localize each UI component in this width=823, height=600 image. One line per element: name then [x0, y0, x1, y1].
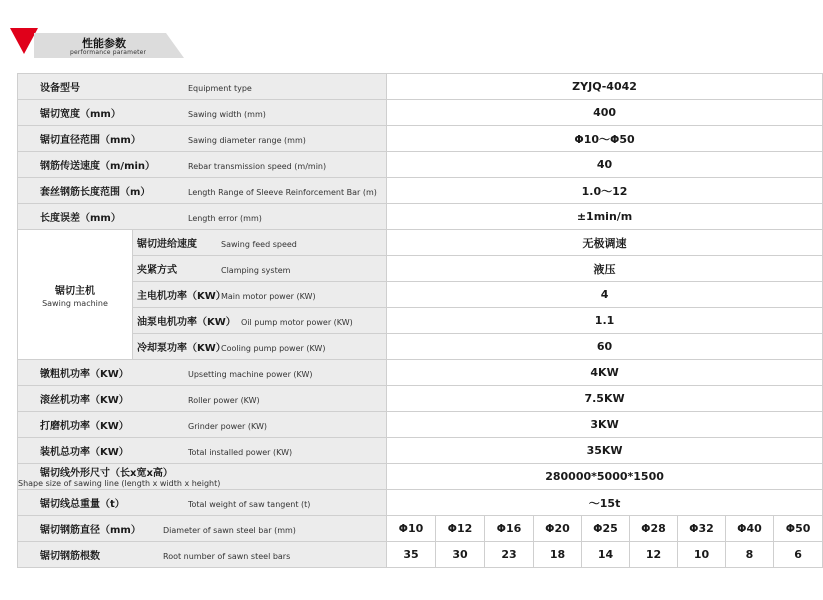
- spec-row: [18, 334, 823, 360]
- bar-value-cell: 14: [582, 542, 630, 568]
- spec-row: [18, 204, 823, 230]
- spec-value: 280000*5000*1500: [387, 464, 823, 490]
- section-header: [0, 0, 800, 62]
- spec-label-cn: 滚丝机功率（KW）: [40, 395, 129, 406]
- sub-label-cell: [133, 256, 387, 282]
- spec-value: 4KW: [387, 360, 823, 386]
- bar-label-cell: [18, 542, 387, 568]
- group-label-en: Sawing machine: [42, 298, 108, 308]
- spec-label-en: Roller power (KW): [188, 396, 260, 405]
- spec-row: [18, 152, 823, 178]
- spec-label-cn: 钢筋传送速度（m/min）: [40, 161, 156, 172]
- spec-value: 1.0～12: [387, 178, 823, 204]
- spec-value: ～15t: [387, 490, 823, 516]
- spec-row: [18, 178, 823, 204]
- spec-row: [18, 308, 823, 334]
- spec-value: 400: [387, 100, 823, 126]
- sub-label-cn: 冷却泵功率（KW）: [137, 343, 226, 354]
- bar-label-cell: [18, 516, 387, 542]
- spec-value: ±1min/m: [387, 204, 823, 230]
- bar-value-cell: Φ50: [774, 516, 823, 542]
- spec-row: [18, 126, 823, 152]
- spec-label-cn: 设备型号: [40, 83, 80, 94]
- spec-row: [18, 360, 823, 386]
- sub-label-cell: [133, 282, 387, 308]
- spec-value: 7.5KW: [387, 386, 823, 412]
- spec-label-cn: 锯切线总重量（t）: [40, 499, 125, 510]
- bar-value-cell: Φ25: [582, 516, 630, 542]
- bar-value-cell: Φ28: [630, 516, 678, 542]
- sub-label-cn: 夹紧方式: [137, 265, 177, 276]
- bar-value-cell: 6: [774, 542, 823, 568]
- spec-value: 60: [387, 334, 823, 360]
- spec-row: [18, 100, 823, 126]
- spec-label-cell: [18, 412, 387, 438]
- spec-label-en: Upsetting machine power (KW): [188, 370, 313, 379]
- spec-label-cn: 装机总功率（KW）: [40, 447, 129, 458]
- spec-row: [18, 256, 823, 282]
- bar-label-en: Root number of sawn steel bars: [163, 552, 291, 561]
- bar-value-cell: 30: [436, 542, 485, 568]
- spec-label-en: Sawing width (mm): [188, 110, 266, 119]
- group-label-cell: [18, 230, 133, 360]
- spec-value: 1.1: [387, 308, 823, 334]
- spec-label-cell: [18, 152, 387, 178]
- bar-row: [18, 542, 823, 568]
- bar-label-cn: 锯切钢筋根数: [40, 551, 100, 562]
- sub-label-en: Main motor power (KW): [221, 292, 316, 301]
- spec-value: Φ10～Φ50: [387, 126, 823, 152]
- spec-label-cell: [18, 386, 387, 412]
- section-title-cn: 性能参数: [82, 37, 126, 50]
- sub-label-en: Sawing feed speed: [221, 240, 297, 249]
- sub-label-cell: [133, 334, 387, 360]
- spec-value: 无极调速: [387, 230, 823, 256]
- bar-value-cell: Φ20: [534, 516, 582, 542]
- bar-label-en: Diameter of sawn steel bar (mm): [163, 526, 296, 535]
- spec-label-cell: [18, 126, 387, 152]
- spec-label-cell: [18, 490, 387, 516]
- spec-label-cn: 镦粗机功率（KW）: [40, 369, 129, 380]
- sub-label-cell: [133, 308, 387, 334]
- bar-value-cell: Φ12: [436, 516, 485, 542]
- spec-label-en: Sawing diameter range (mm): [188, 136, 306, 145]
- spec-label-cn: 套丝钢筋长度范围（m）: [40, 187, 151, 198]
- spec-value: ZYJQ-4042: [387, 74, 823, 100]
- spec-value: 40: [387, 152, 823, 178]
- spec-table: [17, 73, 823, 568]
- spec-row: [18, 490, 823, 516]
- bar-value-cell: 10: [678, 542, 726, 568]
- spec-label-en: Equipment type: [188, 84, 252, 93]
- spec-label-cn: 打磨机功率（KW）: [40, 421, 129, 432]
- sub-label-en: Clamping system: [221, 266, 291, 275]
- spec-label-en: Shape size of sawing line (length x width x height): [18, 479, 221, 488]
- sub-label-cn: 油泵电机功率（KW）: [137, 317, 236, 328]
- bar-value-cell: 18: [534, 542, 582, 568]
- spec-label-cell: [18, 100, 387, 126]
- spec-label-en: Total installed power (KW): [188, 448, 293, 457]
- sub-label-cell: [133, 230, 387, 256]
- red-triangle-icon: [10, 28, 38, 54]
- spec-label-cn: 长度误差（mm）: [40, 213, 121, 224]
- bar-value-cell: 35: [387, 542, 436, 568]
- spec-row: [18, 74, 823, 100]
- spec-label-cn: 锯切宽度（mm）: [40, 109, 121, 120]
- bar-value-cell: Φ16: [485, 516, 534, 542]
- spec-label-en: Rebar transmission speed (m/min): [188, 162, 327, 171]
- spec-label-cn: 锯切线外形尺寸（长x宽x高）: [40, 468, 173, 479]
- spec-row: [18, 230, 823, 256]
- spec-row: [18, 386, 823, 412]
- spec-value: 3KW: [387, 412, 823, 438]
- spec-label-cell: [18, 178, 387, 204]
- sub-label-cn: 锯切进给速度: [137, 239, 197, 250]
- spec-label-en: Grinder power (KW): [188, 422, 267, 431]
- spec-label-cell: [18, 464, 387, 490]
- spec-row: [18, 412, 823, 438]
- spec-label-en: Length error (mm): [188, 214, 262, 223]
- bar-label-cn: 锯切钢筋直径（mm）: [40, 525, 141, 536]
- spec-label-cn: 锯切直径范围（mm）: [40, 135, 141, 146]
- spec-row: [18, 464, 823, 490]
- spec-value: 液压: [387, 256, 823, 282]
- spec-label-en: Length Range of Sleeve Reinforcement Bar (m): [188, 188, 377, 197]
- bar-value-cell: 8: [726, 542, 774, 568]
- section-title-en: performance parameter: [70, 49, 147, 56]
- bar-value-cell: 23: [485, 542, 534, 568]
- spec-label-en: Total weight of saw tangent (t): [188, 500, 311, 509]
- spec-label-cell: [18, 74, 387, 100]
- spec-value: 35KW: [387, 438, 823, 464]
- bar-value-cell: Φ10: [387, 516, 436, 542]
- spec-label-cell: [18, 438, 387, 464]
- bar-value-cell: Φ32: [678, 516, 726, 542]
- bar-row: [18, 516, 823, 542]
- bar-value-cell: 12: [630, 542, 678, 568]
- spec-row: [18, 438, 823, 464]
- bar-value-cell: Φ40: [726, 516, 774, 542]
- sub-label-en: Oil pump motor power (KW): [241, 318, 353, 327]
- spec-label-cell: [18, 204, 387, 230]
- sub-label-cn: 主电机功率（KW）: [137, 291, 226, 302]
- spec-label-cell: [18, 360, 387, 386]
- spec-value: 4: [387, 282, 823, 308]
- sub-label-en: Cooling pump power (KW): [221, 344, 326, 353]
- group-label-cn: 锯切主机: [55, 285, 95, 297]
- spec-row: [18, 282, 823, 308]
